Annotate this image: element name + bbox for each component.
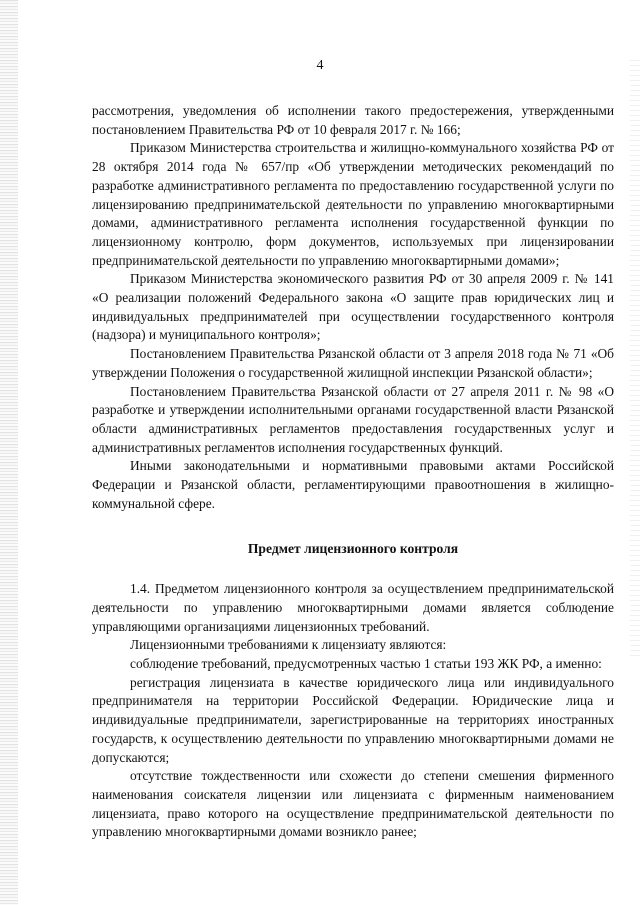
paragraph: 1.4. Предметом лицензионного контроля за осуществлением предпринимательской деятельности по управлению многоквартирными домами является соблюдение управляющими организациями лицензионных требований.	[92, 581, 614, 634]
paragraph: Постановлением Правительства Рязанской области от 3 апреля 2018 года № 71 «Об утверждении Положения о государственной жилищной инспекции Рязанской области»;	[92, 346, 614, 380]
paragraph: Иными законодательными и нормативными правовыми актами Российской Федерации и Рязанской области, регламентирующими правоотношения в жилищно-коммунальной сфере.	[92, 458, 614, 511]
section-heading: Предмет лицензионного контроля	[247, 541, 459, 557]
paragraph: Постановлением Правительства Рязанской области от 27 апреля 2011 г. № 98 «О разработке и утверждении исполнительными органами государственной власти Рязанской области административных регламентов предоставления государственных услуг и административных регламентов исполнения государственных функций.	[92, 383, 614, 455]
scan-edge-left	[0, 0, 18, 905]
scan-edge-right	[630, 60, 640, 660]
paragraph: Приказом Министерства строительства и жилищно-коммунального хозяйства РФ от 28 октября 2014 года № 657/пр «Об утверждении методических рекомендаций по разработке административного регламента по предоставлению государственной услуги по лицензированию предпринимательской деятельности по управлению многоквартирными домами, административного регламента исполнения государственной функции по лицензионному контролю, форм документов, используемых при лицензировании предпринимательской деятельности по управлению многоквартирными домами»;	[92, 140, 614, 268]
paragraph: соблюдение требований, предусмотренных частью 1 статьи 193 ЖК РФ, а именно:	[130, 655, 602, 671]
paragraph: регистрация лицензиата в качестве юридического лица или индивидуального предпринимателя на территории Российской Федерации. Юридические лица и индивидуальные предприниматели, зарегистрированные на территориях иностранных государств, к осуществлению деятельности по управлению многоквартирными домами не допускаются;	[92, 674, 614, 765]
page-number: 4	[316, 58, 324, 73]
paragraph: отсутствие тождественности или схожести до степени смешения фирменного наименования соискателя лицензии или лицензиата с фирменным наименованием лицензиата, право которого на осуществление предпринимательской деятельности по управлению многоквартирными домами возникло ранее;	[92, 768, 614, 840]
paragraph: Лицензионными требованиями к лицензиату являются:	[130, 637, 447, 653]
document-body	[92, 102, 614, 842]
paragraph: рассмотрения, уведомления об исполнении такого предостережения, утвержденными постановлением Правительства РФ от 10 февраля 2017 г. № 166;	[92, 103, 614, 137]
paragraph: Приказом Министерства экономического развития РФ от 30 апреля 2009 г. № 141 «О реализации положений Федерального закона «О защите прав юридических лиц и индивидуальных предпринимателей при осуществлении государственного контроля (надзора) и муниципального контроля»;	[92, 271, 614, 343]
